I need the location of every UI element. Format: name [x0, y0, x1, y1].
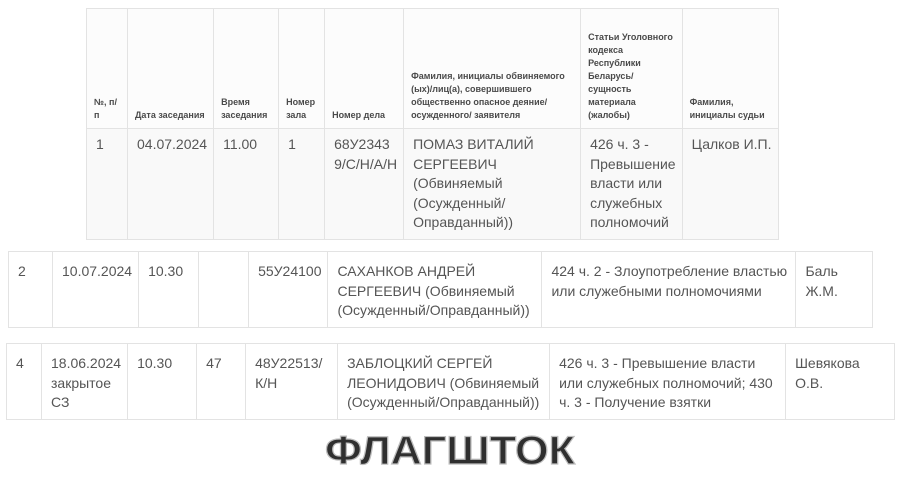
col-header-time: Время заседания	[214, 9, 279, 129]
cell-number: 1	[87, 129, 128, 240]
cell-article: 424 ч. 2 - Злоупотребление властью или служебными полномочиями	[542, 252, 796, 328]
cell-date: 10.07.2024	[53, 252, 139, 328]
cell-case: 55У24100	[249, 252, 328, 328]
cell-article: 426 ч. 3 - Превышение власти или служебных полномочий; 430 ч. 3 - Получение взятки	[550, 344, 786, 420]
court-schedule-table-3	[6, 343, 895, 420]
court-schedule-table-2	[8, 251, 873, 328]
cell-number: 4	[7, 344, 42, 420]
col-header-person: Фамилия, инициалы обвиняемого (ых)/лиц(а), совершившего общественно опасное деяние/осужденного/ заявителя	[404, 9, 581, 129]
cell-number: 2	[9, 252, 53, 328]
cell-judge: Шевякова О.В.	[786, 344, 895, 420]
cell-judge: Баль Ж.М.	[796, 252, 873, 328]
table-row	[7, 344, 895, 420]
cell-date: 18.06.2024 закрытое СЗ	[42, 344, 128, 420]
col-header-case: Номер дела	[325, 9, 404, 129]
logo-text: ФЛАГШТОК	[325, 429, 576, 472]
table-row	[87, 129, 779, 240]
cell-hall	[199, 252, 249, 328]
table-row	[9, 252, 873, 328]
cell-person: САХАНКОВ АНДРЕЙ СЕРГЕЕВИЧ (Обвиняемый (Осужденный/Оправданный))	[328, 252, 542, 328]
table-header-row	[87, 9, 779, 129]
cell-hall: 1	[279, 129, 325, 240]
cell-case: 68У23439/С/Н/А/Н	[325, 129, 404, 240]
col-header-number: №, п/п	[87, 9, 128, 129]
col-header-article: Статьи Уголовного кодекса Республики Беларусь/ сущность материала (жалобы)	[581, 9, 682, 129]
cell-date: 04.07.2024	[128, 129, 214, 240]
cell-judge: Цалков И.П.	[682, 129, 778, 240]
col-header-hall: Номер зала	[279, 9, 325, 129]
col-header-judge: Фамилия, инициалы судьи	[682, 9, 778, 129]
cell-hall: 47	[197, 344, 246, 420]
cell-person: ПОМАЗ ВИТАЛИЙ СЕРГЕЕВИЧ (Обвиняемый (Осужденный/ Оправданный))	[404, 129, 581, 240]
flagshtok-logo	[322, 428, 578, 472]
cell-time: 11.00	[214, 129, 279, 240]
col-header-date: Дата заседания	[128, 9, 214, 129]
cell-time: 10.30	[128, 344, 197, 420]
cell-case: 48У22513/К/Н	[246, 344, 338, 420]
cell-person: ЗАБЛОЦКИЙ СЕРГЕЙ ЛЕОНИДОВИЧ (Обвиняемый (Осужденный/Оправданный))	[338, 344, 550, 420]
court-schedule-table-1	[86, 8, 779, 240]
cell-time: 10.30	[139, 252, 199, 328]
cell-article: 426 ч. 3 - Превышение власти или служебных полномочий	[581, 129, 682, 240]
